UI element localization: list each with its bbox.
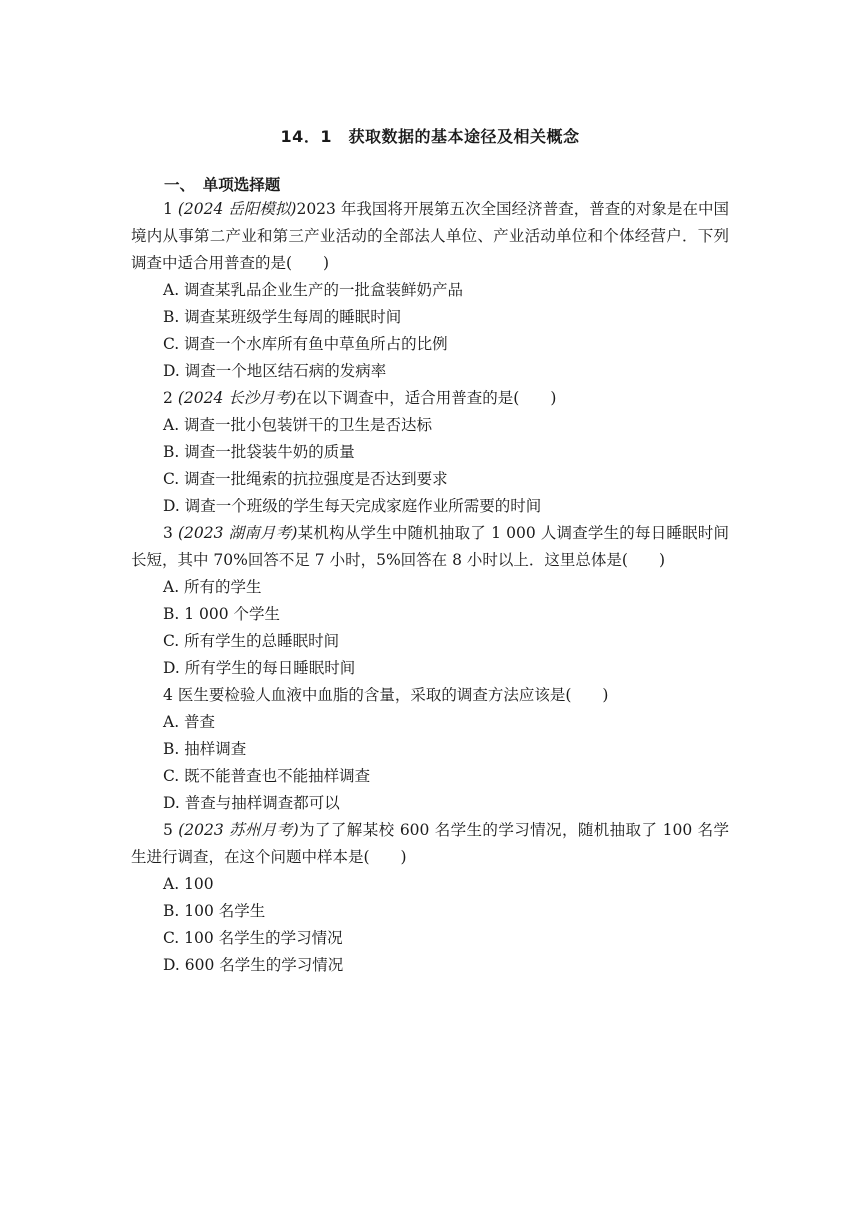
question-number: 4	[163, 686, 173, 704]
question-source: (2024 岳阳模拟)	[177, 200, 297, 218]
option-a: A. 普查	[163, 713, 216, 731]
question-text: 某机构从学生中随机抽取了 1 000 人调查学生的每日睡眠时间长短，其中 70%回答不足 7 小时，5%回答在 8 小时以上．这里总体是( )	[131, 524, 729, 569]
question-source: (2023 湖南月考)	[178, 524, 298, 542]
question-number: 5	[163, 821, 173, 839]
option-c: C. 调查一批绳索的抗拉强度是否达到要求	[163, 470, 448, 488]
question-number: 1	[163, 200, 173, 218]
option-a: A. 调查某乳品企业生产的一批盒装鲜奶产品	[163, 281, 464, 299]
question-4	[131, 682, 729, 817]
option-d: D. 所有学生的每日睡眠时间	[163, 659, 356, 677]
option-d: D. 调查一个班级的学生每天完成家庭作业所需要的时间	[163, 497, 542, 515]
page-title: 14．1 获取数据的基本途径及相关概念	[280, 127, 580, 146]
question-stem	[131, 682, 729, 709]
option-b: B. 100 名学生	[163, 902, 266, 920]
question-text: 在以下调查中，适合用普查的是( )	[296, 389, 557, 407]
option-d: D. 调查一个地区结石病的发病率	[163, 362, 387, 380]
question-source: (2024 长沙月考)	[177, 389, 297, 407]
option-c: C. 调查一个水库所有鱼中草鱼所占的比例	[163, 335, 448, 353]
question-1	[131, 196, 729, 385]
question-text: 医生要检验人血液中血脂的含量，采取的调查方法应该是( )	[177, 686, 609, 704]
option-b: B. 调查某班级学生每周的睡眠时间	[163, 308, 402, 326]
option-b: B. 抽样调查	[163, 740, 247, 758]
option-d: D. 600 名学生的学习情况	[163, 956, 344, 974]
option-c: C. 100 名学生的学习情况	[163, 929, 343, 947]
question-stem	[131, 385, 729, 412]
option-b: B. 1 000 个学生	[163, 605, 281, 623]
question-list	[131, 196, 729, 979]
option-a: A. 调查一批小包装饼干的卫生是否达标	[163, 416, 433, 434]
question-stem	[131, 520, 729, 574]
option-d: D. 普查与抽样调查都可以	[163, 794, 340, 812]
option-c: C. 所有学生的总睡眠时间	[163, 632, 340, 650]
question-text: 2023 年我国将开展第五次全国经济普查，普查的对象是在中国境内从事第二产业和第三产业活动的全部法人单位、产业活动单位和个体经营户．下列调查中适合用普查的是( )	[131, 200, 729, 272]
section-heading: 一、 单项选择题	[164, 176, 281, 194]
question-source: (2023 苏州月考)	[178, 821, 299, 839]
question-stem	[131, 196, 729, 277]
option-b: B. 调查一批袋装牛奶的质量	[163, 443, 355, 461]
option-a: A. 100	[163, 875, 214, 893]
question-3	[131, 520, 729, 682]
option-a: A. 所有的学生	[163, 578, 262, 596]
question-2	[131, 385, 729, 520]
question-text: 为了了解某校 600 名学生的学习情况，随机抽取了 100 名学生进行调查，在这个问题中样本是( )	[131, 821, 729, 866]
question-number: 2	[163, 389, 173, 407]
question-5	[131, 817, 729, 979]
question-stem	[131, 817, 729, 871]
question-number: 3	[163, 524, 173, 542]
option-c: C. 既不能普查也不能抽样调查	[163, 767, 371, 785]
